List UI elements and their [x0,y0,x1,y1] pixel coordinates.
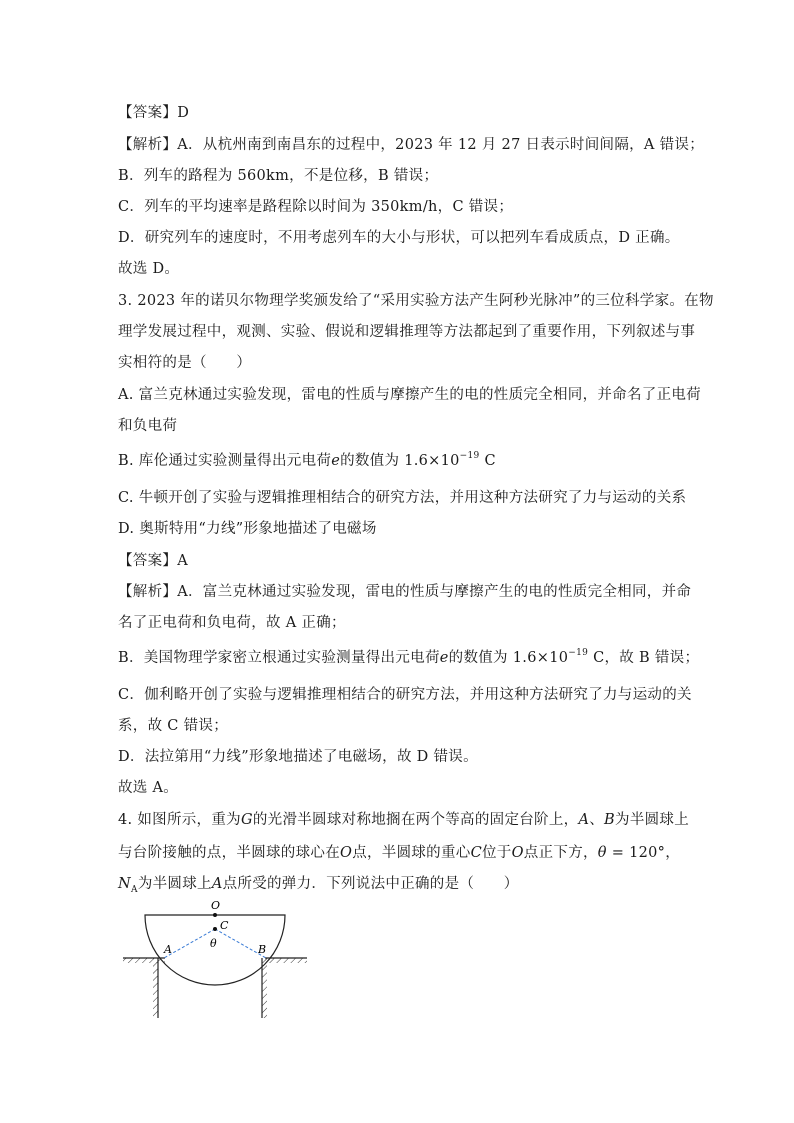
option-a: A. 富兰克林通过实验发现，雷电的性质与摩擦产生的电的性质完全相同，并命名了正电荷 [118,387,701,403]
answer-q2: 【答案】D [118,105,190,121]
explanation-line: D．研究列车的速度时，不用考虑列车的大小与形状，可以把列车看成质点，D 正确。 [118,230,680,246]
point-o [213,913,217,917]
label-b: B [258,943,267,956]
option-c: C. 牛顿开创了实验与逻辑推理相结合的研究方法，并用这种方法研究了力与运动的关系 [118,490,687,506]
label-c: C [220,919,229,932]
question-3-stem: 3. 2023 年的诺贝尔物理学奖颁发给了“采用实验方法产生阿秒光脉冲”的三位科学家。在物 [118,293,714,309]
formula-value: $1.6\times 10^{-19}$ C [404,451,496,469]
option-a-cont: 和负电荷 [118,418,178,434]
left-step-hatch [123,958,165,963]
question-3-stem: 理学发展过程中，观测、实验、假说和逻辑推理等方法都起到了重要作用，下列叙述与事 [118,324,696,340]
explanation-line: 【解析】A．富兰克林通过实验发现，雷电的性质与摩擦产生的电的性质完全相同，并命 [118,584,692,600]
question-3-stem: 实相符的是（ ） [118,355,252,371]
explanation-line: B．美国物理学家密立根通过实验测量得出元电荷e的数值为 $1.6\times 10^{-19}$ C，故 B 错误； [118,648,700,666]
explanation-line: B．列车的路程为 560km，不是位移，B 错误； [118,168,439,184]
left-wall-hatch [153,958,158,1018]
explanation-line: 系，故 C 错误； [118,718,229,734]
question-4-stem: $N_A$为半圆球上A点所受的弹力．下列说法中正确的是（ ） [118,876,519,895]
explanation-line: 【解析】A．从杭州南到南昌东的过程中，2023 年 12 月 27 日表示时间间隔，A 错误； [118,137,704,153]
right-step-hatch [265,958,307,963]
answer-q3: 【答案】A [118,553,188,569]
explanation-line: C．伽利略开创了实验与逻辑推理相结合的研究方法，并用这种方法研究了力与运动的关 [118,687,692,703]
explanation-line: 故选 A。 [118,780,179,796]
explanation-line: C．列车的平均速率是路程除以时间为 350km/h，C 错误； [118,199,514,215]
point-c [213,927,217,931]
option-d: D. 奥斯特用“力线”形象地描述了电磁场 [118,521,377,537]
question-4-stem: 4. 如图所示，重为G的光滑半圆球对称地搁在两个等高的固定台阶上，A、B为半圆球上 [118,812,690,828]
question-4-stem: 与台阶接触的点，半圆球的球心在O点，半圆球的重心C位于O点正下方，θ = 120°， [118,845,681,861]
option-b: B. 库伦通过实验测量得出元电荷e的数值为 $1.6\times 10^{-19}$ C [118,451,496,469]
label-o: O [211,899,221,912]
explanation-line: 名了正电荷和负电荷，故 A 正确； [118,615,346,631]
hemisphere-diagram [118,895,318,1020]
label-theta: θ [210,937,217,950]
explanation-line: 故选 D。 [118,261,180,277]
label-a: A [164,943,172,956]
explanation-line: D．法拉第用“力线”形象地描述了电磁场，故 D 错误。 [118,749,478,765]
